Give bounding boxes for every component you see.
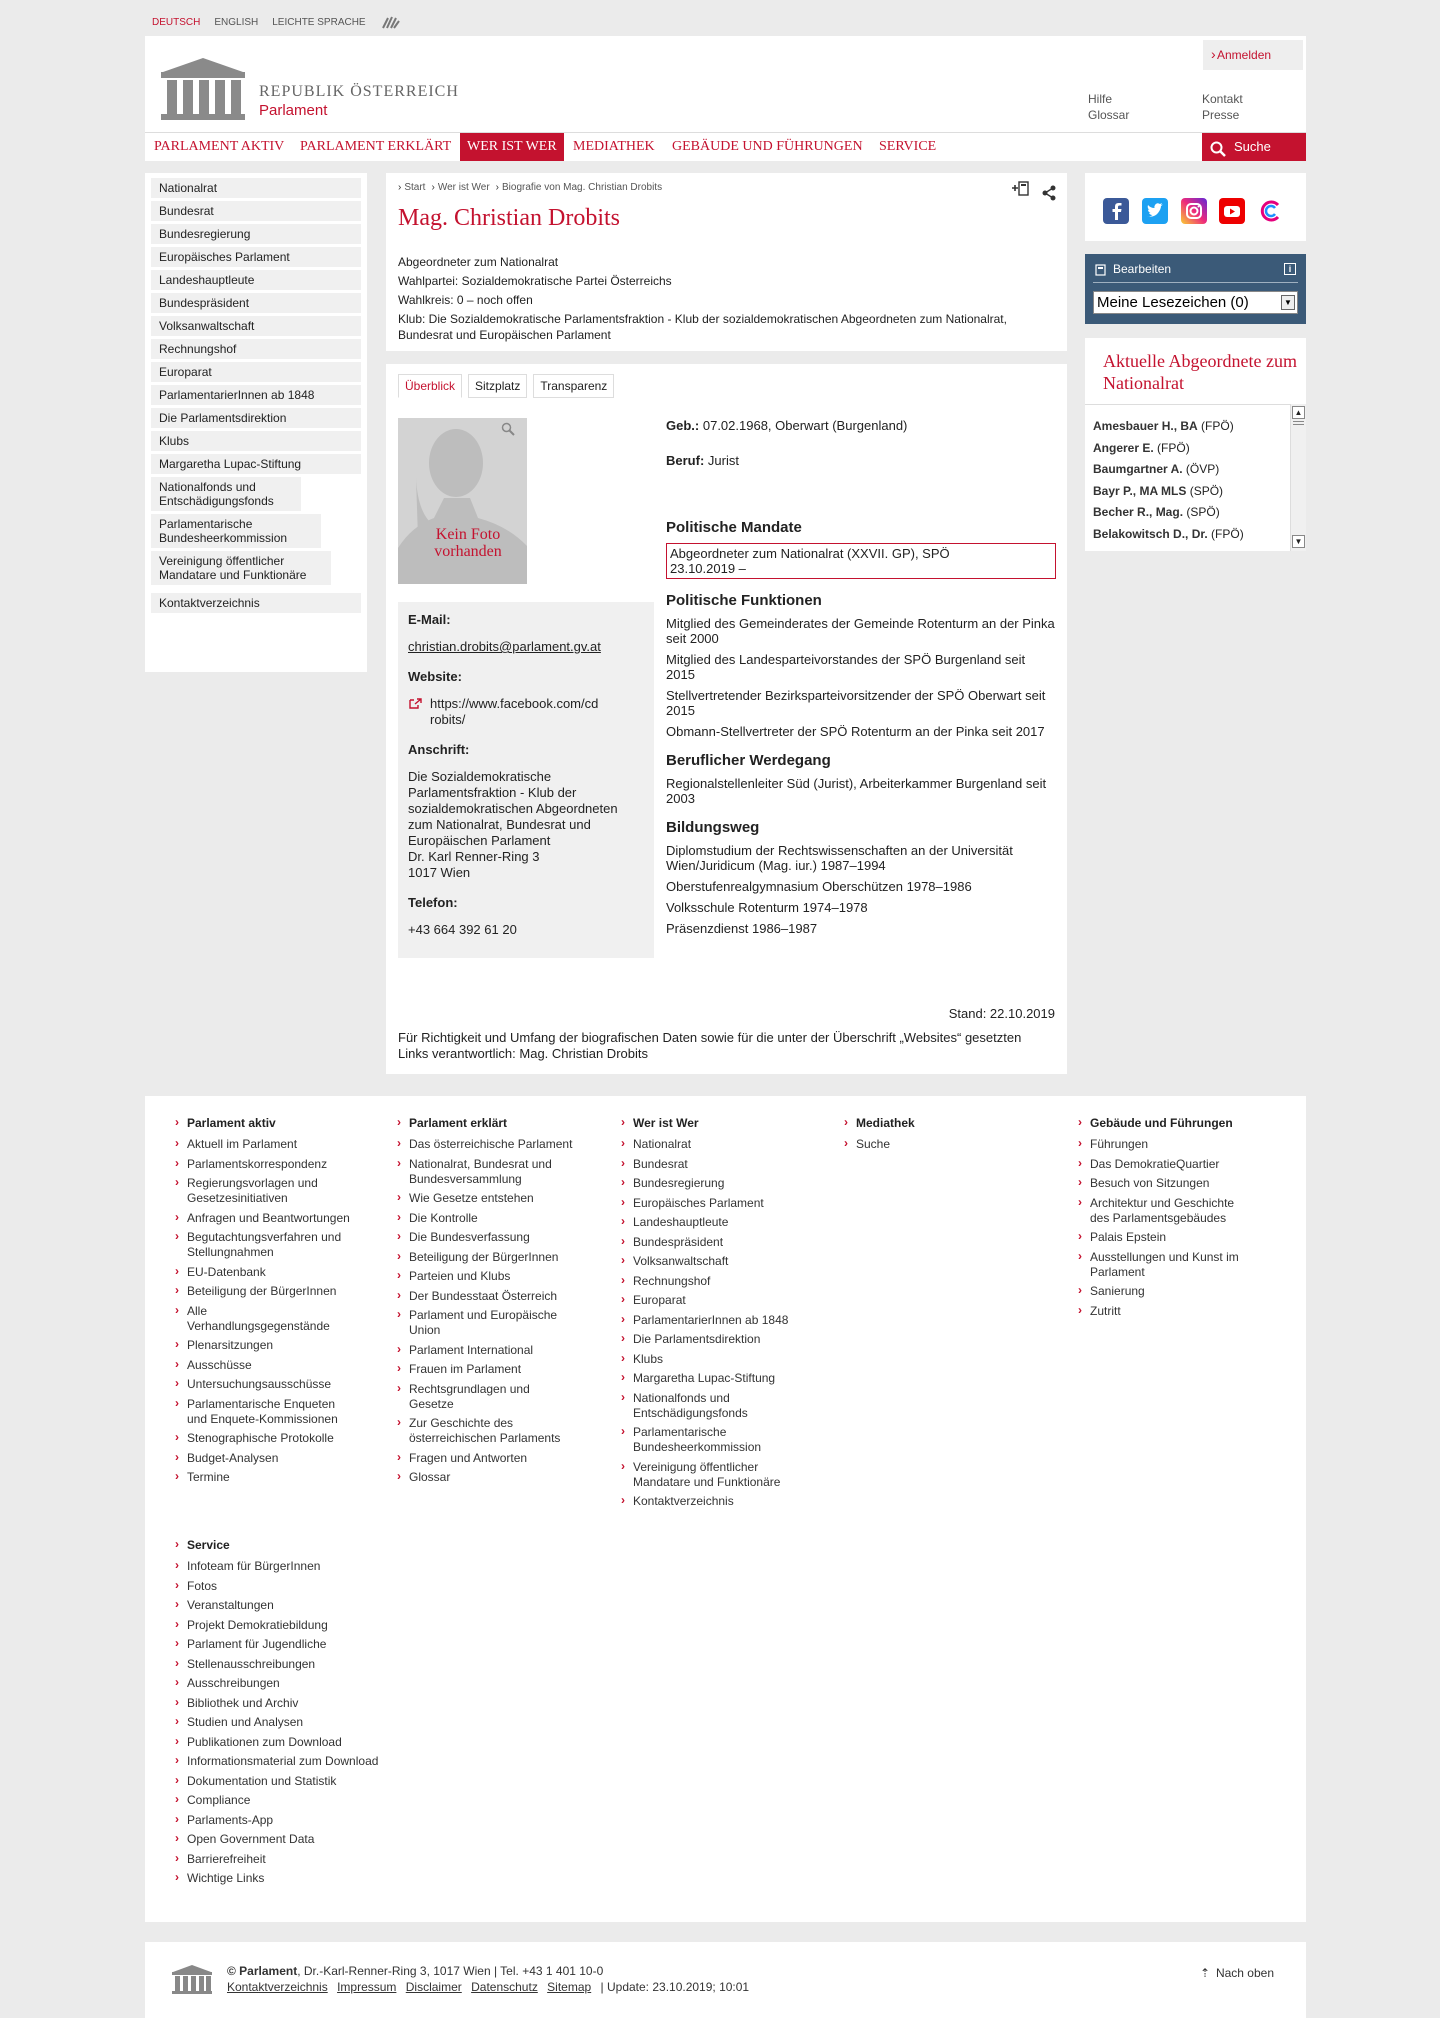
bookmarks-select[interactable] [1093,291,1298,314]
footer-link[interactable]: › Publikationen zum Download [173,1735,393,1750]
footer-link[interactable]: › Stenographische Protokolle [173,1431,353,1446]
chevron-down-icon[interactable]: ▼ [1281,295,1295,310]
education-item: Diplomstudium der Rechtswissenschaften an der Universität Wien/Juridicum (Mag. iur.) 1987–1994 [666,843,1013,873]
footer-link[interactable]: › Margaretha Lupac-Stiftung [619,1371,799,1386]
edit-icon [1095,264,1107,276]
footer-link[interactable]: › Compliance [173,1793,393,1808]
sidebar-item-parlamentarierinnen[interactable]: ParlamentarierInnen ab 1848 [151,385,361,405]
footer-link[interactable]: › Parlament und Europäische Union [395,1308,575,1338]
person-wahlpartei: Wahlpartei: Sozialdemokratische Partei Österreichs [398,274,672,288]
footer-column-service [173,1538,393,1891]
site-header [145,36,1306,132]
footer-link[interactable]: › Ausschüsse [173,1358,353,1373]
sidebar-item-nationalrat[interactable]: Nationalrat [151,178,361,198]
member-item[interactable]: Amesbauer H., BA (FPÖ) [1093,419,1234,433]
address-value [408,769,644,881]
footer-link[interactable]: › Architektur und Geschichte des Parlamentsgebäudes [1076,1196,1256,1226]
update-text: | Update: 23.10.2019; 10:01 [600,1980,750,1994]
edit-title: Bearbeiten [1113,262,1172,276]
social-media-box [1085,173,1306,241]
sidebar-item-lupac-stiftung[interactable]: Margaretha Lupac-Stiftung [151,454,361,474]
page-title: Mag. Christian Drobits [398,205,620,231]
education-item: Oberstufenrealgymnasium Oberschützen 1978–1986 [666,879,972,894]
footer-link[interactable]: › Vereinigung öffentlicher Mandatare und Funktionäre [619,1460,799,1490]
biography-details [666,418,1056,942]
add-bookmark-icon[interactable] [1011,181,1029,197]
copyright-text: © Parlament [227,1964,298,1978]
functions-list [666,616,1056,739]
footer-link[interactable]: › Europäisches Parlament [619,1196,799,1211]
footer-link[interactable]: › Budget-Analysen [173,1451,353,1466]
contact-link[interactable]: Kontakt [1202,92,1243,106]
facebook-icon[interactable] [1103,198,1129,224]
footer-link[interactable]: › Europarat [619,1293,799,1308]
tab-transparenz[interactable]: Transparenz [533,374,614,398]
email-link[interactable]: christian.drobits@parlament.gv.at [408,639,601,654]
footer-link[interactable]: › Parlamentarische Enqueten und Enquete-Kommissionen [173,1397,353,1427]
breadcrumb-start[interactable]: › Start [398,182,425,193]
function-item: Obmann-Stellvertreter der SPÖ Rotenturm an der Pinka seit 2017 [666,724,1045,739]
footer-link[interactable]: › Besuch von Sitzungen [1076,1176,1256,1191]
footer-link[interactable]: › Rechtsgrundlagen und Gesetze [395,1382,575,1412]
birth-label: Geb.: [666,418,700,433]
sidebar-item-rechnungshof[interactable]: Rechnungshof [151,339,361,359]
address-street: Dr. Karl Renner-Ring 3 [408,849,540,864]
parliament-logo-icon[interactable] [159,56,247,120]
main-navigation [145,132,1306,161]
footer-link[interactable]: › Beteiligung der BürgerInnen [395,1250,575,1265]
portrait-placeholder [398,418,527,584]
link-kontaktverzeichnis[interactable]: Kontaktverzeichnis [227,1980,328,1994]
footer-link[interactable]: › Bundesregierung [619,1176,799,1191]
zoom-icon[interactable] [501,422,515,436]
members-scrollbar[interactable] [1290,404,1306,551]
sidebar-navigation [145,173,367,672]
footer-link[interactable]: › Führungen [1076,1137,1256,1152]
footer-link[interactable]: › Zutritt [1076,1304,1256,1319]
nav-parlament-aktiv[interactable]: PARLAMENT AKTIV [154,139,285,154]
member-item[interactable]: Angerer E. (FPÖ) [1093,440,1190,455]
education-item: Präsenzdienst 1986–1987 [666,921,818,936]
footer-link[interactable]: › Zur Geschichte des österreichischen Parlaments [395,1416,575,1446]
footer-link[interactable]: › Bibliothek und Archiv [173,1696,393,1711]
footer-link[interactable]: › Informationsmaterial zum Download [173,1754,393,1769]
nav-service[interactable]: SERVICE [879,139,937,154]
footer-link[interactable]: › Die Bundesverfassung [395,1230,575,1245]
footer-link[interactable]: › Barrierefreiheit [173,1852,393,1867]
sidebar-item-europarat[interactable]: Europarat [151,362,361,382]
demokratiewebstatt-icon[interactable] [1258,198,1284,224]
footer-link[interactable]: › EU-Datenbank [173,1265,353,1280]
function-item: Stellvertretender Bezirksparteivorsitzender der SPÖ Oberwart seit 2015 [666,688,1046,718]
instagram-icon[interactable] [1181,198,1207,224]
footer-link[interactable]: › Parlaments-App [173,1813,393,1828]
sidebar-item-nationalfonds[interactable]: Nationalfonds und Entschädigungsfonds [151,477,301,511]
footer-link[interactable]: › Nationalrat, Bundesrat und Bundesversammlung [395,1157,575,1187]
footer-heading[interactable]: › Parlament aktiv [173,1116,353,1131]
functions-heading: Politische Funktionen [666,592,822,609]
footer-column-wer-ist-wer [619,1116,799,1514]
footer-link[interactable]: › Parteien und Klubs [395,1269,575,1284]
footer-link[interactable]: › Wichtige Links [173,1871,393,1886]
education-heading: Bildungsweg [666,819,760,836]
person-header-card [386,173,1067,351]
current-members-title: Aktuelle Abgeordnete zum Nationalrat [1103,351,1297,393]
footer-link[interactable]: › Aktuell im Parlament [173,1137,353,1152]
sidebar-item-bundespraesident[interactable]: Bundespräsident [151,293,361,313]
footer-link[interactable]: › Parlamentarische Bundesheerkommission [619,1425,799,1455]
footer-link[interactable]: › Die Kontrolle [395,1211,575,1226]
email-label: E-Mail: [408,612,451,627]
birth-value: 07.02.1968, Oberwart (Burgenland) [702,418,908,433]
footer-link[interactable]: › Regierungsvorlagen und Gesetzesinitiativen [173,1176,353,1206]
phone-value: +43 664 392 61 20 [408,922,517,937]
sidebar-item-bundesheerkommission[interactable]: Parlamentarische Bundesheerkommission [151,514,321,548]
career-item: Regionalstellenleiter Süd (Jurist), Arbeiterkammer Burgenland seit 2003 [666,776,1047,806]
career-heading: Beruflicher Werdegang [666,752,831,769]
footer-link[interactable]: › Suche [842,1137,1022,1152]
biography-card [386,364,1067,1074]
career-list [666,776,1056,806]
footer-link[interactable]: › Studien und Analysen [173,1715,393,1730]
press-link[interactable]: Presse [1202,108,1240,122]
profession-value: Jurist [707,453,739,468]
mandate-box [666,543,1056,579]
footer-link[interactable]: › Ausstellungen und Kunst im Parlament [1076,1250,1256,1280]
link-disclaimer[interactable]: Disclaimer [405,1980,462,1994]
birth-info [666,418,1056,433]
member-item[interactable]: Becher R., Mag. (SPÖ) [1093,505,1220,519]
function-item: Mitglied des Gemeinderates der Gemeinde Rotenturm an der Pinka seit 2000 [666,616,1055,646]
footer-link[interactable]: › Das österreichische Parlament [395,1137,575,1152]
footer-link[interactable]: › Infoteam für BürgerInnen [173,1559,393,1574]
footer-link[interactable]: › Open Government Data [173,1832,393,1847]
member-item[interactable]: Baumgartner A. (ÖVP) [1093,462,1220,476]
footer-link[interactable]: › Termine [173,1470,353,1485]
footer-heading[interactable]: › Wer ist Wer [619,1116,799,1131]
youtube-icon[interactable] [1219,198,1245,224]
footer-link[interactable]: › Die Parlamentsdirektion [619,1332,799,1347]
education-item: Volksschule Rotenturm 1974–1978 [666,900,868,915]
sidebar-item-volksanwaltschaft[interactable]: Volksanwaltschaft [151,316,361,336]
help-link[interactable]: Hilfe [1088,92,1113,106]
footer-link[interactable]: › Rechnungshof [619,1274,799,1289]
sidebar-item-europaeisches-parlament[interactable]: Europäisches Parlament [151,247,361,267]
footer-link[interactable]: › Frauen im Parlament [395,1362,575,1377]
address-city: 1017 Wien [408,865,471,880]
footer-link[interactable]: › Parlamentskorrespondenz [173,1157,353,1172]
legal-links [227,1980,749,1994]
footer-heading[interactable]: › Gebäude und Führungen [1076,1116,1256,1131]
footer-link[interactable]: › Glossar [395,1470,575,1485]
breadcrumb-current: › Biografie von Mag. Christian Drobits [496,182,662,193]
footer-link[interactable]: › Stellenausschreibungen [173,1657,393,1672]
current-members-box [1085,338,1306,551]
footer-link[interactable]: › Veranstaltungen [173,1598,393,1613]
link-sitemap[interactable]: Sitemap [547,1980,592,1994]
bottom-bar [145,1942,1306,2018]
website-label: Website: [408,669,462,684]
scroll-up-icon[interactable]: ▲ [1292,406,1305,419]
login-button[interactable]: › Anmelden [1203,40,1303,70]
bookmarks-panel [1085,254,1306,324]
sidebar-item-bundesregierung[interactable]: Bundesregierung [151,224,361,244]
sidebar-item-parlamentsdirektion[interactable]: Die Parlamentsdirektion [151,408,361,428]
person-role: Abgeordneter zum Nationalrat [398,255,559,269]
sidebar-item-landeshauptleute[interactable]: Landeshauptleute [151,270,361,290]
website-link[interactable]: https://www.facebook.com/cdrobits/ [430,696,599,727]
education-list [666,843,1056,936]
address-text: , Dr.-Karl-Renner-Ring 3, 1017 Wien | Tel. +43 1 401 10-0 [297,1964,604,1978]
footer-link[interactable]: › Fotos [173,1579,393,1594]
lang-deutsch[interactable]: DEUTSCH [152,16,201,28]
footer-link[interactable]: › Bundesrat [619,1157,799,1172]
sidebar-item-vereinigung[interactable]: Vereinigung öffentlicher Mandatare und Funktionäre [151,551,331,585]
last-updated: Stand: 22.10.2019 [948,1006,1055,1021]
parliament-small-logo-icon [171,1964,213,1994]
footer-column-mediathek [842,1116,1022,1157]
footer-link[interactable]: › Dokumentation und Statistik [173,1774,393,1789]
footer-link[interactable]: › Begutachtungsverfahren und Stellungnahmen [173,1230,353,1260]
nav-wer-ist-wer[interactable]: WER IST WER [460,133,564,161]
footer-link[interactable]: › Ausschreibungen [173,1676,393,1691]
panel-divider [1093,282,1298,283]
link-datenschutz[interactable]: Datenschutz [471,1980,538,1994]
breadcrumb-wer-ist-wer[interactable]: › Wer ist Wer [431,182,489,193]
breadcrumb [398,182,662,193]
external-link-icon [408,698,422,710]
sidebar-item-kontaktverzeichnis[interactable]: Kontaktverzeichnis [151,593,361,613]
footer-link[interactable]: › Untersuchungsausschüsse [173,1377,353,1392]
footer-link[interactable]: › Bundespräsident [619,1235,799,1250]
footer-link[interactable]: › Der Bundesstaat Österreich [395,1289,575,1304]
scroll-down-icon[interactable]: ▼ [1292,535,1305,548]
member-item[interactable]: Belakowitsch D., Dr. (FPÖ) [1093,526,1244,541]
search-label: Suche [1234,139,1271,154]
footer-link[interactable]: › Fragen und Antworten [395,1451,575,1466]
box-divider [1085,404,1306,405]
logo-republik-text: REPUBLIK ÖSTERREICH [259,83,459,100]
phone-label: Telefon: [408,895,458,910]
footer-link[interactable]: › Sanierung [1076,1284,1256,1299]
footer-heading[interactable]: › Mediathek [842,1116,1022,1131]
person-klub: Klub: Die Sozialdemokratische Parlamentsfraktion - Klub der sozialdemokratischen Abgeordneten zum Nationalrat, Bundesrat und Europäischen Parlament [398,312,1007,342]
bookmarks-select-value: Meine Lesezeichen (0) [1097,294,1249,311]
profession-label: Beruf: [666,453,705,468]
footer-heading[interactable]: › Service [173,1538,393,1553]
person-summary [398,254,1038,346]
logo-parlament-text: Parlament [259,102,328,119]
search-icon [1210,139,1226,155]
footer-column-gebaeude [1076,1116,1256,1323]
profession-info [666,453,1056,468]
website-entry [408,696,644,728]
language-bar [152,14,402,30]
mandate-line-2: 23.10.2019 – [670,561,746,576]
mandate-heading: Politische Mandate [666,519,802,536]
member-item[interactable]: Bayr P., MA MLS (SPÖ) [1093,483,1224,498]
members-list [1093,416,1289,542]
person-wahlkreis: Wahlkreis: 0 – noch offen [398,293,533,307]
footer-link[interactable]: › Anfragen und Beantwortungen [173,1211,353,1226]
tab-ueberblick[interactable]: Überblick [398,374,462,398]
footer-column-parlament-aktiv [173,1116,353,1490]
footer-link[interactable]: › Klubs [619,1352,799,1367]
footer-link[interactable]: › Beteiligung der BürgerInnen [173,1284,353,1299]
imprint-line [227,1964,603,1978]
footer-link[interactable]: › Parlament International [395,1343,575,1358]
responsibility-note: Für Richtigkeit und Umfang der biografischen Daten sowie für die unter der Überschrift „Websites“ gesetzten Links verantwortlich: Mag. Christian Drobits [398,1030,1022,1061]
footer-link[interactable]: › Plenarsitzungen [173,1338,353,1353]
footer-link[interactable]: › Volksanwaltschaft [619,1254,799,1269]
function-item: Mitglied des Landesparteivorstandes der SPÖ Burgenland seit 2015 [666,652,1026,682]
lang-english[interactable]: ENGLISH [214,16,259,28]
lang-leichte-sprache[interactable]: LEICHTE SPRACHE [272,16,366,28]
footer-heading[interactable]: › Parlament erklärt [395,1116,575,1131]
footer-link[interactable]: › Alle Verhandlungsgegenstände [173,1304,353,1334]
footer-link[interactable]: › Wie Gesetze entstehen [395,1191,575,1206]
back-to-top-link[interactable]: ⇡ Nach oben [1200,1966,1274,1980]
sidebar-item-bundesrat[interactable]: Bundesrat [151,201,361,221]
nav-parlament-erklaert[interactable]: PARLAMENT ERKLÄRT [300,139,452,154]
footer-link[interactable]: › Palais Epstein [1076,1230,1256,1245]
info-icon[interactable]: i [1284,263,1296,275]
footer-link[interactable]: › Nationalfonds und Entschädigungsfonds [619,1391,799,1421]
contact-box [398,602,654,958]
no-photo-text: Kein Foto vorhanden [434,526,502,560]
link-impressum[interactable]: Impressum [337,1980,397,1994]
footer-link[interactable]: › Parlament für Jugendliche [173,1637,393,1652]
mandate-line-1: Abgeordneter zum Nationalrat (XXVII. GP), SPÖ [670,546,950,561]
sidebar-item-klubs[interactable]: Klubs [151,431,361,451]
sign-language-icon[interactable] [380,14,402,30]
footer-link[interactable]: › Kontaktverzeichnis [619,1494,799,1509]
share-icon[interactable] [1041,185,1057,201]
address-label: Anschrift: [408,742,470,757]
site-footer [145,1096,1306,1922]
tab-bar [398,374,614,398]
footer-link[interactable]: › Landeshauptleute [619,1215,799,1230]
footer-link[interactable]: › Das DemokratieQuartier [1076,1157,1256,1172]
footer-link[interactable]: › Projekt Demokratiebildung [173,1618,393,1633]
footer-link[interactable]: › ParlamentarierInnen ab 1848 [619,1313,799,1328]
search-button[interactable] [1202,133,1306,161]
footer-column-parlament-erklaert [395,1116,575,1490]
address-organisation: Die Sozialdemokratische Parlamentsfraktion - Klub der sozialdemokratischen Abgeordneten zum Nationalrat, Bundesrat und Europäischen Parlament [408,769,618,848]
twitter-icon[interactable] [1142,198,1168,224]
glossary-link[interactable]: Glossar [1088,108,1130,122]
footer-link[interactable]: › Nationalrat [619,1137,799,1152]
nav-mediathek[interactable]: MEDIATHEK [573,139,655,154]
nav-gebaeude-fuehrungen[interactable]: GEBÄUDE UND FÜHRUNGEN [672,139,863,154]
tab-sitzplatz[interactable]: Sitzplatz [468,374,527,398]
scroll-thumb[interactable] [1293,421,1304,425]
